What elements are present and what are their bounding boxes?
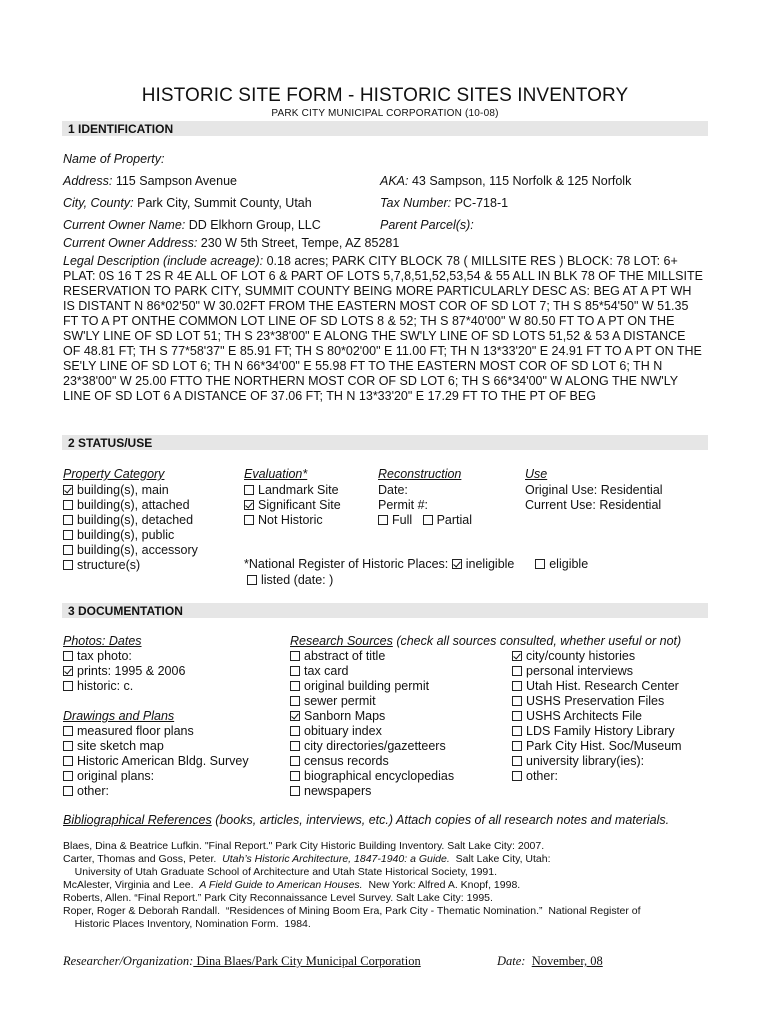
bibliography-text: University of Utah Graduate School of Architecture and Utah State Historical Society, 1991. xyxy=(63,866,498,878)
checked-checkbox[interactable] xyxy=(63,666,73,676)
bibliography-text: New York: Alfred A. Knopf, 1998. xyxy=(362,879,521,891)
checkbox[interactable] xyxy=(512,771,522,781)
bibliography-entry xyxy=(63,905,641,918)
checkbox[interactable] xyxy=(290,696,300,706)
checklist-item-label: other: xyxy=(77,784,109,798)
bibliography-text: Blaes, Dina & Beatrice Lufkin. "Final Report." Park City Historic Building Inventory. Salt Lake City: 2007. xyxy=(63,840,545,852)
checked-checkbox[interactable] xyxy=(244,500,254,510)
checkbox[interactable] xyxy=(290,681,300,691)
section-heading: 3 DOCUMENTATION xyxy=(68,604,183,618)
checklist-item-label: historic: c. xyxy=(77,679,134,693)
checklist-item-label: site sketch map xyxy=(77,739,164,753)
bibliography-text: McAlester, Virginia and Lee. xyxy=(63,879,200,891)
parent-parcel-field: Parent Parcel(s): xyxy=(380,218,474,232)
checklist-item xyxy=(512,739,682,754)
bibliography-text: Roberts, Allen. “Final Report.” Park City Reconnaissance Level Survey. Salt Lake City: 1995. xyxy=(63,892,493,904)
current-use: Current Use: Residential xyxy=(525,498,662,512)
research-sources-label: Research Sources (check all sources consulted, whether useful or not) xyxy=(290,634,682,648)
bibliography-entry xyxy=(63,866,641,879)
checklist-item xyxy=(290,709,454,724)
form-title: HISTORIC SITE FORM - HISTORIC SITES INVENTORY xyxy=(141,85,629,106)
checkbox[interactable] xyxy=(512,696,522,706)
form-subtitle: PARK CITY MUNICIPAL CORPORATION (10-08) xyxy=(271,108,499,119)
drawings-list xyxy=(63,724,249,799)
research-sources-column-2 xyxy=(512,649,682,784)
checklist-item xyxy=(512,754,682,769)
national-register-row: *National Register of Historic Places: ineligible eligible xyxy=(244,557,589,571)
checkbox[interactable] xyxy=(63,515,73,525)
checklist-item xyxy=(244,498,341,513)
bibliography-title: A Field Guide to American Houses. xyxy=(199,879,363,891)
property-category-list xyxy=(63,483,198,573)
checklist-item xyxy=(63,724,249,739)
checklist-item-label: biographical encyclopedias xyxy=(304,769,455,783)
checklist-item-label: abstract of title xyxy=(304,649,386,663)
original-use: Original Use: Residential xyxy=(525,483,663,497)
checkbox[interactable] xyxy=(63,771,73,781)
checklist-item-label: obituary index xyxy=(304,724,382,738)
bibliography-text: Roper, Roger & Deborah Randall. “Residences of Mining Boom Era, Park City - Thematic Nomination.” National Register of xyxy=(63,905,641,917)
photos-list xyxy=(63,649,185,694)
checklist-item xyxy=(290,649,454,664)
checkbox[interactable] xyxy=(63,741,73,751)
evaluation-label: Evaluation* xyxy=(244,467,308,481)
property-name-label: Name of Property: xyxy=(63,152,165,166)
checklist-item-label: building(s), public xyxy=(77,528,175,542)
checked-checkbox[interactable] xyxy=(512,651,522,661)
eligible-checkbox[interactable] xyxy=(535,559,545,569)
checkbox[interactable] xyxy=(290,756,300,766)
checklist-item xyxy=(63,754,249,769)
ineligible-checkbox[interactable] xyxy=(452,559,462,569)
checklist-item xyxy=(63,784,249,799)
checklist-item xyxy=(63,649,185,664)
checklist-item-label: census records xyxy=(304,754,389,768)
checkbox[interactable] xyxy=(512,666,522,676)
checkbox[interactable] xyxy=(63,726,73,736)
checklist-item-label: city directories/gazetteers xyxy=(304,739,446,753)
owner-name-field: Current Owner Name: DD Elkhorn Group, LLC xyxy=(63,218,321,232)
checklist-item-label: Significant Site xyxy=(258,498,341,512)
checkbox[interactable] xyxy=(63,560,73,570)
bibliography-text: Salt Lake City, Utah: xyxy=(449,853,551,865)
full-checkbox[interactable] xyxy=(378,515,388,525)
checklist-item-label: prints: 1995 & 2006 xyxy=(77,664,186,678)
city-county-field: City, County: Park City, Summit County, Utah xyxy=(63,196,312,210)
checkbox[interactable] xyxy=(290,726,300,736)
bibliography-title: Utah’s Historic Architecture, 1847-1940: a Guide. xyxy=(222,853,450,865)
checklist-item xyxy=(63,664,185,679)
checklist-item xyxy=(63,769,249,784)
checklist-item-label: USHS Architects File xyxy=(526,709,643,723)
reconstruction-permit: Permit #: xyxy=(378,498,429,512)
date-field: Date: November, 08 xyxy=(497,954,603,968)
checklist-item-label: personal interviews xyxy=(526,664,633,678)
drawings-label: Drawings and Plans xyxy=(63,709,175,723)
checklist-item xyxy=(63,679,185,694)
checklist-item xyxy=(244,483,341,498)
checklist-item xyxy=(512,664,682,679)
address-field: Address: 115 Sampson Avenue xyxy=(63,174,237,188)
checklist-item xyxy=(512,694,682,709)
checklist-item xyxy=(63,528,198,543)
checkbox[interactable] xyxy=(63,681,73,691)
checkbox[interactable] xyxy=(290,651,300,661)
research-sources-column-1 xyxy=(290,649,454,799)
checklist-item-label: Landmark Site xyxy=(258,483,339,497)
checklist-item-label: tax card xyxy=(304,664,349,678)
checklist-item-label: Not Historic xyxy=(258,513,323,527)
bibliography-text: Historic Places Inventory, Nomination Form. 1984. xyxy=(63,918,311,930)
checklist-item-label: building(s), main xyxy=(77,483,169,497)
checklist-item xyxy=(63,498,198,513)
checklist-item xyxy=(290,754,454,769)
bibliography-entry xyxy=(63,918,641,931)
checklist-item-label: original plans: xyxy=(77,769,155,783)
checklist-item-label: Park City Hist. Soc/Museum xyxy=(526,739,682,753)
checklist-item xyxy=(63,739,249,754)
checkbox[interactable] xyxy=(63,530,73,540)
checklist-item xyxy=(63,543,198,558)
bibliography-label: Bibliographical References (books, articles, interviews, etc.) Attach copies of all research notes and materials. xyxy=(63,813,670,827)
section-status-header xyxy=(62,435,708,450)
checklist-item xyxy=(244,513,341,528)
tax-number-field: Tax Number: PC-718-1 xyxy=(380,196,509,210)
checklist-item-label: newspapers xyxy=(304,784,372,798)
checkbox[interactable] xyxy=(512,681,522,691)
checkbox[interactable] xyxy=(512,756,522,766)
checklist-item-label: Historic American Bldg. Survey xyxy=(77,754,249,768)
bibliography-entry xyxy=(63,879,641,892)
use-label: Use xyxy=(525,467,548,481)
section-heading: 2 STATUS/USE xyxy=(68,436,153,450)
checkbox[interactable] xyxy=(63,500,73,510)
checklist-item-label: other: xyxy=(526,769,558,783)
checkbox[interactable] xyxy=(512,726,522,736)
bibliography-text: Carter, Thomas and Goss, Peter. xyxy=(63,853,223,865)
checklist-item-label: building(s), attached xyxy=(77,498,190,512)
property-category-label: Property Category xyxy=(63,467,165,481)
checklist-item-label: Utah Hist. Research Center xyxy=(526,679,679,693)
checklist-item-label: original building permit xyxy=(304,679,430,693)
reconstruction-date: Date: xyxy=(378,483,408,497)
photos-label: Photos: Dates xyxy=(63,634,142,648)
checklist-item xyxy=(512,724,682,739)
checklist-item xyxy=(512,649,682,664)
checkbox[interactable] xyxy=(290,771,300,781)
checklist-item-label: tax photo: xyxy=(77,649,132,663)
checklist-item xyxy=(290,739,454,754)
bibliography-entry xyxy=(63,840,641,853)
aka-field: AKA: 43 Sampson, 115 Norfolk & 125 Norfolk xyxy=(380,174,632,188)
checkbox[interactable] xyxy=(512,711,522,721)
checklist-item xyxy=(63,558,198,573)
listed-row: listed (date: ) xyxy=(247,573,333,588)
checked-checkbox[interactable] xyxy=(290,711,300,721)
checklist-item xyxy=(512,709,682,724)
checklist-item xyxy=(290,679,454,694)
checkbox[interactable] xyxy=(63,756,73,766)
section-identification-header xyxy=(62,121,708,136)
checklist-item xyxy=(512,679,682,694)
checklist-item xyxy=(63,513,198,528)
evaluation-list xyxy=(244,483,341,528)
checklist-item xyxy=(290,784,454,799)
checklist-item-label: university library(ies): xyxy=(526,754,645,768)
legal-description: Legal Description (include acreage): 0.18 acres; PARK CITY BLOCK 78 ( MILLSITE RES ) BLOCK: 78 LOT: 6+ PLAT: 0S 16 T 2S R 4E ALL OF LOT 6 & PART OF LOTS 5,7,8,51,52,53,54 & 55 ALL IN BLK 78 OF THE MILLSITE RESERVATION TO PARK CITY, SUMMIT COUNTY BEING MORE PARTICULARLY DESC AS: BEG AT A PT WH IS DISTANT N 86*02'50" W 30.02FT FROM THE EASTERN MOST COR OF SD LOT 7; TH S 85*54'50" W 51.35 FT TO A PT ONTHE COMMON LOT LINE OF SD LOTS 8 & 52; TH S 87*40'00" W 80.50 FT TO A PT ON THE SW'LY LINE OF SD LOT 51; TH S 23*38'00" E ALONG THE SW'LY LINE OF SD LOTS 51,52 & 53 A DISTANCE OF 48.81 FT; TH S 77*58'37" E 85.91 FT; TH S 80*02'00" E 11.00 FT; TH N 13*33'20" E 24.91 FT TO A PT ON THE SE'LY LINE OF SD LOT 6; TH N 66*34'00" E 55.98 FT TO THE EASTERN MOST COR OF SD LOT 6; TH N 23*38'00" W 25.00 FTTO THE NORTHERN MOST COR OF SD LOT 6; TH S 66*34'00" W ALONG THE NW'LY LINE OF SD LOT 6 A DISTANCE OF 37.06 FT; TH N 13*33'20" E 17.29 FT TO THE PT OF BEG xyxy=(63,254,703,403)
checklist-item xyxy=(290,664,454,679)
checklist-item xyxy=(512,769,682,784)
checkbox[interactable] xyxy=(63,651,73,661)
checklist-item-label: structure(s) xyxy=(77,558,141,572)
checklist-item xyxy=(63,483,198,498)
checklist-item-label: sewer permit xyxy=(304,694,376,708)
bibliography-entry xyxy=(63,892,641,905)
checked-checkbox[interactable] xyxy=(63,485,73,495)
checklist-item-label: Sanborn Maps xyxy=(304,709,386,723)
checkbox[interactable] xyxy=(63,545,73,555)
checkbox[interactable] xyxy=(512,741,522,751)
checklist-item xyxy=(290,694,454,709)
bibliography-list xyxy=(63,840,641,931)
checkbox[interactable] xyxy=(244,485,254,495)
checkbox[interactable] xyxy=(290,786,300,796)
partial-checkbox[interactable] xyxy=(423,515,433,525)
listed-checkbox[interactable] xyxy=(247,575,257,585)
bibliography-entry xyxy=(63,853,641,866)
reconstruction-extent: Full Partial xyxy=(378,513,472,528)
checklist-item-label: LDS Family History Library xyxy=(526,724,675,738)
checkbox[interactable] xyxy=(63,786,73,796)
checkbox[interactable] xyxy=(244,515,254,525)
checkbox[interactable] xyxy=(290,666,300,676)
checkbox[interactable] xyxy=(290,741,300,751)
checklist-item-label: measured floor plans xyxy=(77,724,194,738)
checklist-item-label: city/county histories xyxy=(526,649,636,663)
checklist-item-label: USHS Preservation Files xyxy=(526,694,665,708)
section-heading: 1 IDENTIFICATION xyxy=(68,122,174,136)
checklist-item-label: building(s), accessory xyxy=(77,543,198,557)
checklist-item xyxy=(290,724,454,739)
reconstruction-label: Reconstruction xyxy=(378,467,462,481)
section-documentation-header xyxy=(62,603,708,618)
researcher-field: Researcher/Organization: Dina Blaes/Park City Municipal Corporation xyxy=(63,954,421,968)
checklist-item-label: building(s), detached xyxy=(77,513,194,527)
checklist-item xyxy=(290,769,454,784)
owner-address-field: Current Owner Address: 230 W 5th Street, Tempe, AZ 85281 xyxy=(63,236,400,250)
